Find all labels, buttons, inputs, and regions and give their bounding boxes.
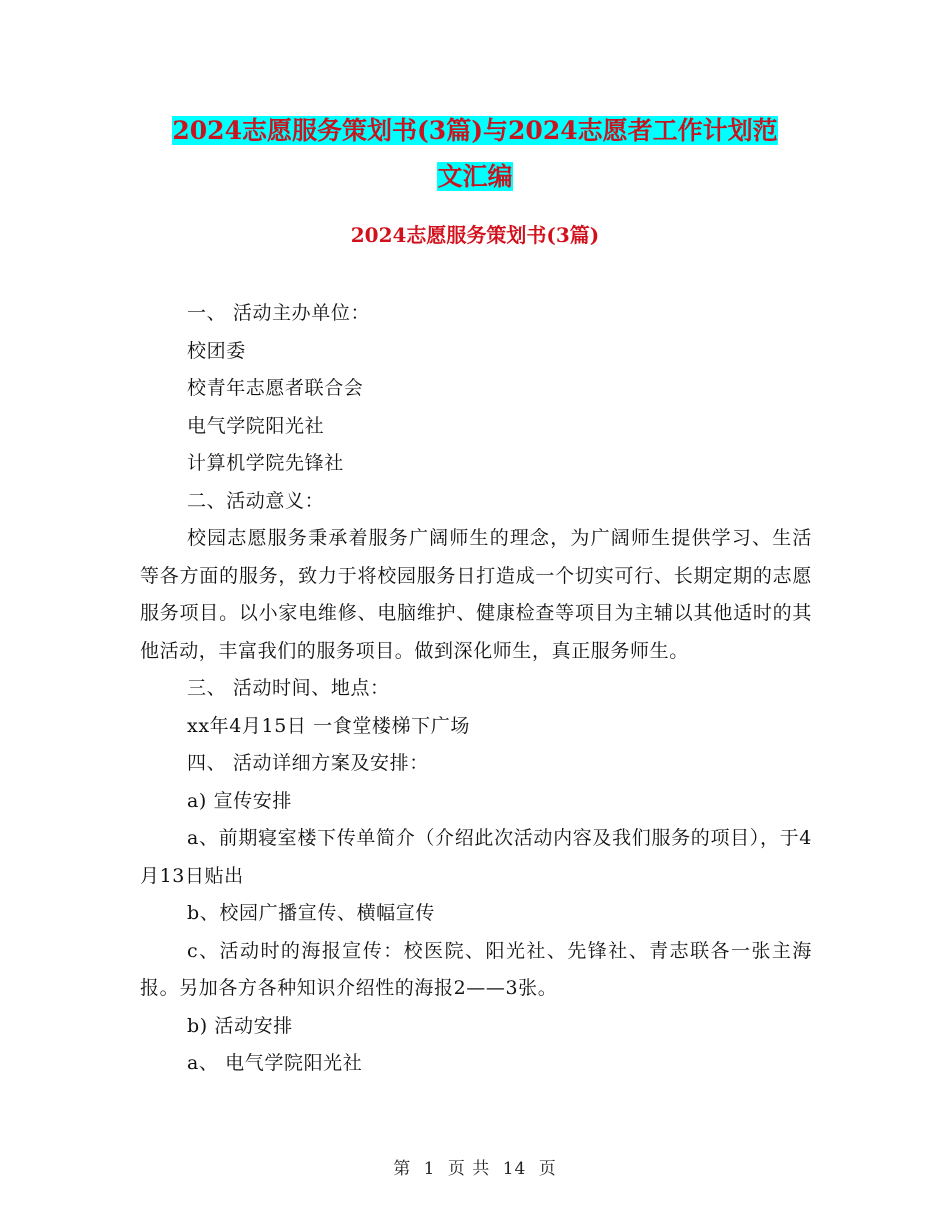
paragraph: 校青年志愿者联合会 <box>187 377 364 399</box>
footer-total-pages: 14 <box>502 1159 527 1179</box>
paragraph: xx年4月15日 一食堂楼梯下广场 <box>187 714 470 737</box>
footer-prefix: 第 <box>393 1159 412 1179</box>
document-title-line-1: 2024志愿服务策划书(3篇)与2024志愿者工作计划范 <box>172 116 778 145</box>
footer-suffix: 页 <box>538 1159 557 1179</box>
paragraph: b、校园广播宣传、横幅宣传 <box>187 902 435 924</box>
paragraph: c、活动时的海报宣传：校医院、阳光社、先锋社、青志联各一张主海报。另加各方各种知识介绍性的海报2——3张。 <box>140 939 812 999</box>
document-body <box>140 295 812 1083</box>
paragraph: 校团委 <box>187 339 246 362</box>
footer-current-page: 1 <box>423 1159 436 1179</box>
paragraph: b) 活动安排 <box>187 1014 293 1037</box>
page-footer <box>0 1154 950 1179</box>
paragraph: 四、 活动详细方案及安排： <box>187 752 429 774</box>
document-title <box>140 108 810 200</box>
paragraph: a) 宣传安排 <box>187 789 292 812</box>
paragraph: 计算机学院先锋社 <box>187 452 344 474</box>
footer-middle: 页 共 <box>447 1159 491 1179</box>
paragraph: 二、活动意义： <box>187 489 325 512</box>
paragraph: 校园志愿服务秉承着服务广阔师生的理念，为广阔师生提供学习、生活等各方面的服务，致力于将校园服务日打造成一个切实可行、长期定期的志愿服务项目。以小家电维修、电脑维护、健康检查等项目为主辅以其他适时的其他活动，丰富我们的服务项目。做到深化师生，真正服务师生。 <box>140 527 812 662</box>
paragraph: a、 电气学院阳光社 <box>187 1052 363 1074</box>
paragraph: 一、 活动主办单位： <box>187 302 371 324</box>
paragraph: 电气学院阳光社 <box>187 414 325 437</box>
paragraph: 三、 活动时间、地点： <box>187 677 390 699</box>
paragraph: a、前期寝室楼下传单简介（介绍此次活动内容及我们服务的项目），于4月13日贴出 <box>140 827 812 887</box>
section-title: 2024志愿服务策划书(3篇) <box>350 223 600 247</box>
document-title-line-2: 文汇编 <box>437 162 513 191</box>
